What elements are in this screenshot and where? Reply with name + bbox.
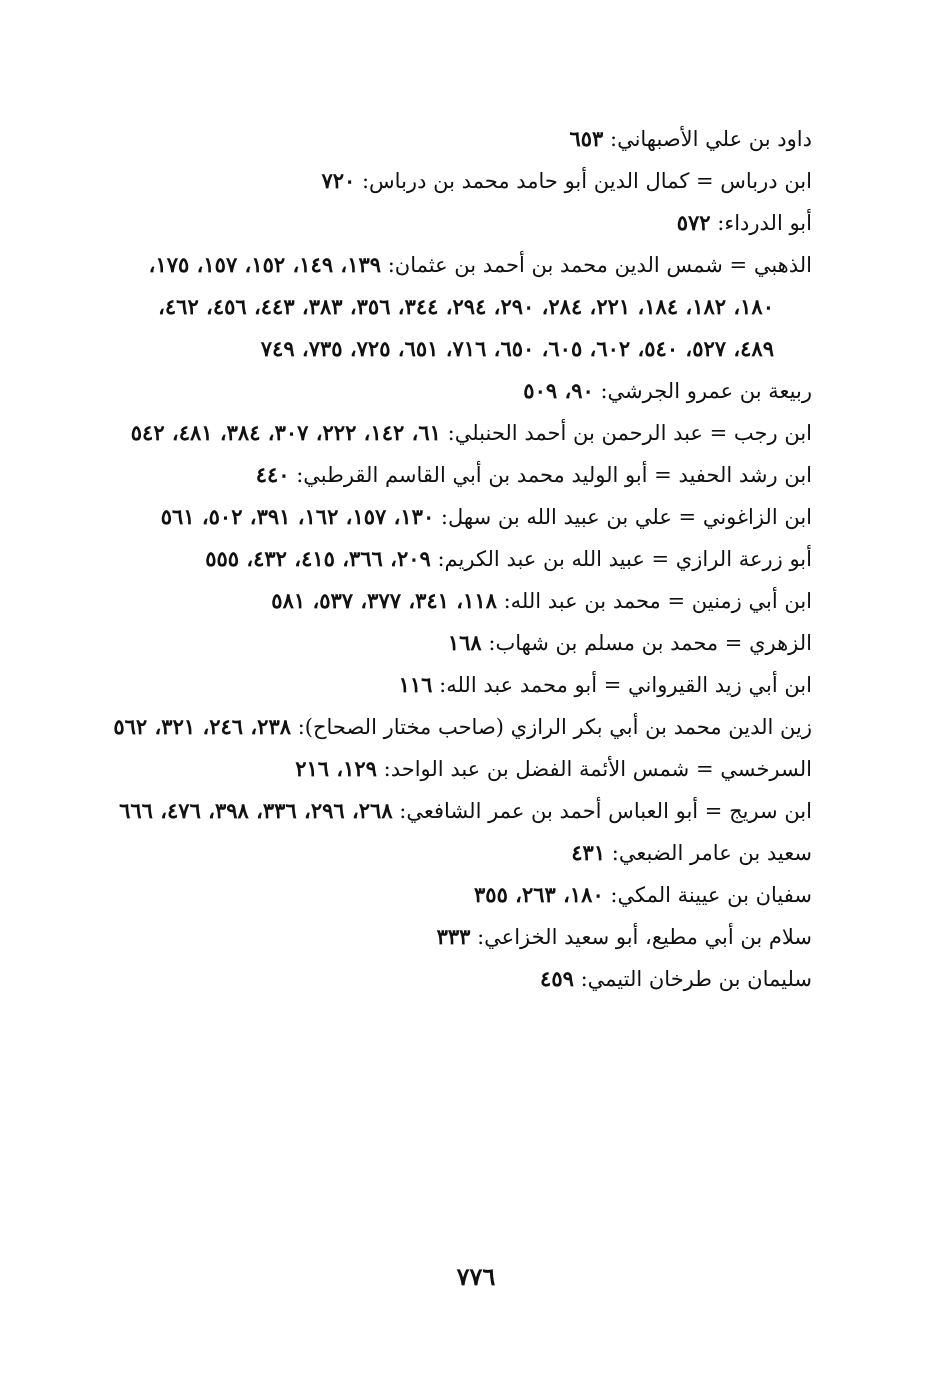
index-entry: [112, 580, 812, 622]
entry-pages: ٤٥٩: [540, 966, 574, 991]
index-entry: [112, 412, 812, 454]
entry-pages: ٩٠، ٥٠٩: [523, 378, 594, 403]
entry-pages: ٥٧٢: [676, 210, 711, 235]
entry-name: ابن رشد الحفيد = أبو الوليد محمد بن أبي القاسم القرطبي:: [289, 463, 812, 487]
entry-pages: ١١٨، ٣٤١، ٣٧٧، ٥٣٧، ٥٨١: [271, 588, 497, 613]
entry-name: الذهبي = شمس الدين محمد بن أحمد بن عثمان:: [381, 253, 812, 277]
entry-pages: ١٦٨: [447, 630, 482, 655]
entry-pages: ١٣٠، ١٥٧، ١٦٢، ٣٩١، ٥٠٢، ٥٦١: [160, 504, 435, 529]
entry-pages: ٤٤٠: [255, 462, 290, 487]
index-entry: [112, 706, 812, 748]
entry-name: ابن أبي زمنين = محمد بن عبد الله:: [496, 589, 812, 613]
index-entry: [112, 790, 812, 832]
index-entry: [112, 748, 812, 790]
entry-name: زين الدين محمد بن أبي بكر الرازي (صاحب مختار الصحاح):: [291, 715, 812, 739]
entry-name: ربيعة بن عمرو الجرشي:: [593, 379, 812, 403]
index-entry: [112, 874, 812, 916]
entry-name: ابن سريج = أبو العباس أحمد بن عمر الشافعي:: [392, 799, 812, 823]
index-entry: [112, 160, 812, 202]
entry-pages: ١٨٠، ٢٦٣، ٣٥٥: [474, 882, 604, 907]
entry-pages: ١١٦: [398, 672, 433, 697]
entry-name: ابن رجب = عبد الرحمن بن أحمد الحنبلي:: [440, 421, 812, 445]
entry-name: سلام بن أبي مطيع، أبو سعيد الخزاعي:: [470, 925, 812, 949]
index-entry: [112, 370, 812, 412]
entry-pages: ٦١، ١٤٢، ٢٢٢، ٣٠٧، ٣٨٤، ٤٨١، ٥٤٢: [130, 420, 441, 445]
entry-name: السرخسي = شمس الأئمة الفضل بن عبد الواحد:: [376, 757, 812, 781]
entry-pages: ٤٣١: [571, 840, 606, 865]
page-number: ٧٧٦: [456, 1262, 496, 1291]
index-entry: [112, 118, 812, 160]
index-entry: [112, 244, 812, 370]
index-entry: [112, 664, 812, 706]
entry-pages: ١٣٩، ١٤٩، ١٥٢، ١٥٧، ١٧٥، ١٨٠، ١٨٢، ١٨٤، ٢٢١، ٢٨٤، ٢٩٠، ٢٩٤، ٣٤٤، ٣٥٦، ٣٨٣، ٤٤٣، ٤٥٦، ٤٦٢، ٤٨٩، ٥٢٧، ٥٤٠، ٦٠٢، ٦٠٥، ٦٥٠، ٧١٦، ٦٥١، ٧٢٥، ٧٣٥، ٧٤٩: [148, 252, 774, 361]
entry-pages: ٢٦٨، ٢٩٦، ٣٣٦، ٣٩٨، ٤٧٦، ٦٦٦: [119, 798, 393, 823]
entry-name: سفيان بن عيينة المكي:: [603, 883, 812, 907]
index-entry: [112, 916, 812, 958]
entry-name: ابن أبي زيد القيرواني = أبو محمد عبد الله:: [432, 673, 812, 697]
entry-name: داود بن علي الأصبهاني:: [603, 127, 812, 151]
entry-pages: ٦٥٣: [569, 126, 604, 151]
index-entry: [112, 538, 812, 580]
entry-pages: ٧٢٠: [321, 168, 356, 193]
entry-pages: ٣٣٣: [436, 924, 471, 949]
index-entry: [112, 454, 812, 496]
entry-name: أبو زرعة الرازي = عبيد الله بن عبد الكريم:: [430, 547, 812, 571]
index-entry: [112, 832, 812, 874]
index-entry: [112, 958, 812, 1000]
index-entries: [112, 118, 812, 1000]
entry-name: ابن الزاغوني = علي بن عبيد الله بن سهل:: [434, 505, 812, 529]
entry-name: سليمان بن طرخان التيمي:: [573, 967, 812, 991]
index-entry: [112, 202, 812, 244]
entry-name: الزهري = محمد بن مسلم بن شهاب:: [481, 631, 812, 655]
entry-name: ابن درباس = كمال الدين أبو حامد محمد بن درباس:: [355, 169, 812, 193]
entry-pages: ١٢٩، ٢١٦: [295, 756, 377, 781]
entry-pages: ٢٣٨، ٢٤٦، ٣٢١، ٥٦٢: [113, 714, 292, 739]
index-entry: [112, 496, 812, 538]
index-entry: [112, 622, 812, 664]
entry-name: سعيد بن عامر الضبعي:: [605, 841, 812, 865]
entry-pages: ٢٠٩، ٣٦٦، ٤١٥، ٤٣٢، ٥٥٥: [205, 546, 431, 571]
entry-name: أبو الدرداء:: [710, 211, 812, 235]
